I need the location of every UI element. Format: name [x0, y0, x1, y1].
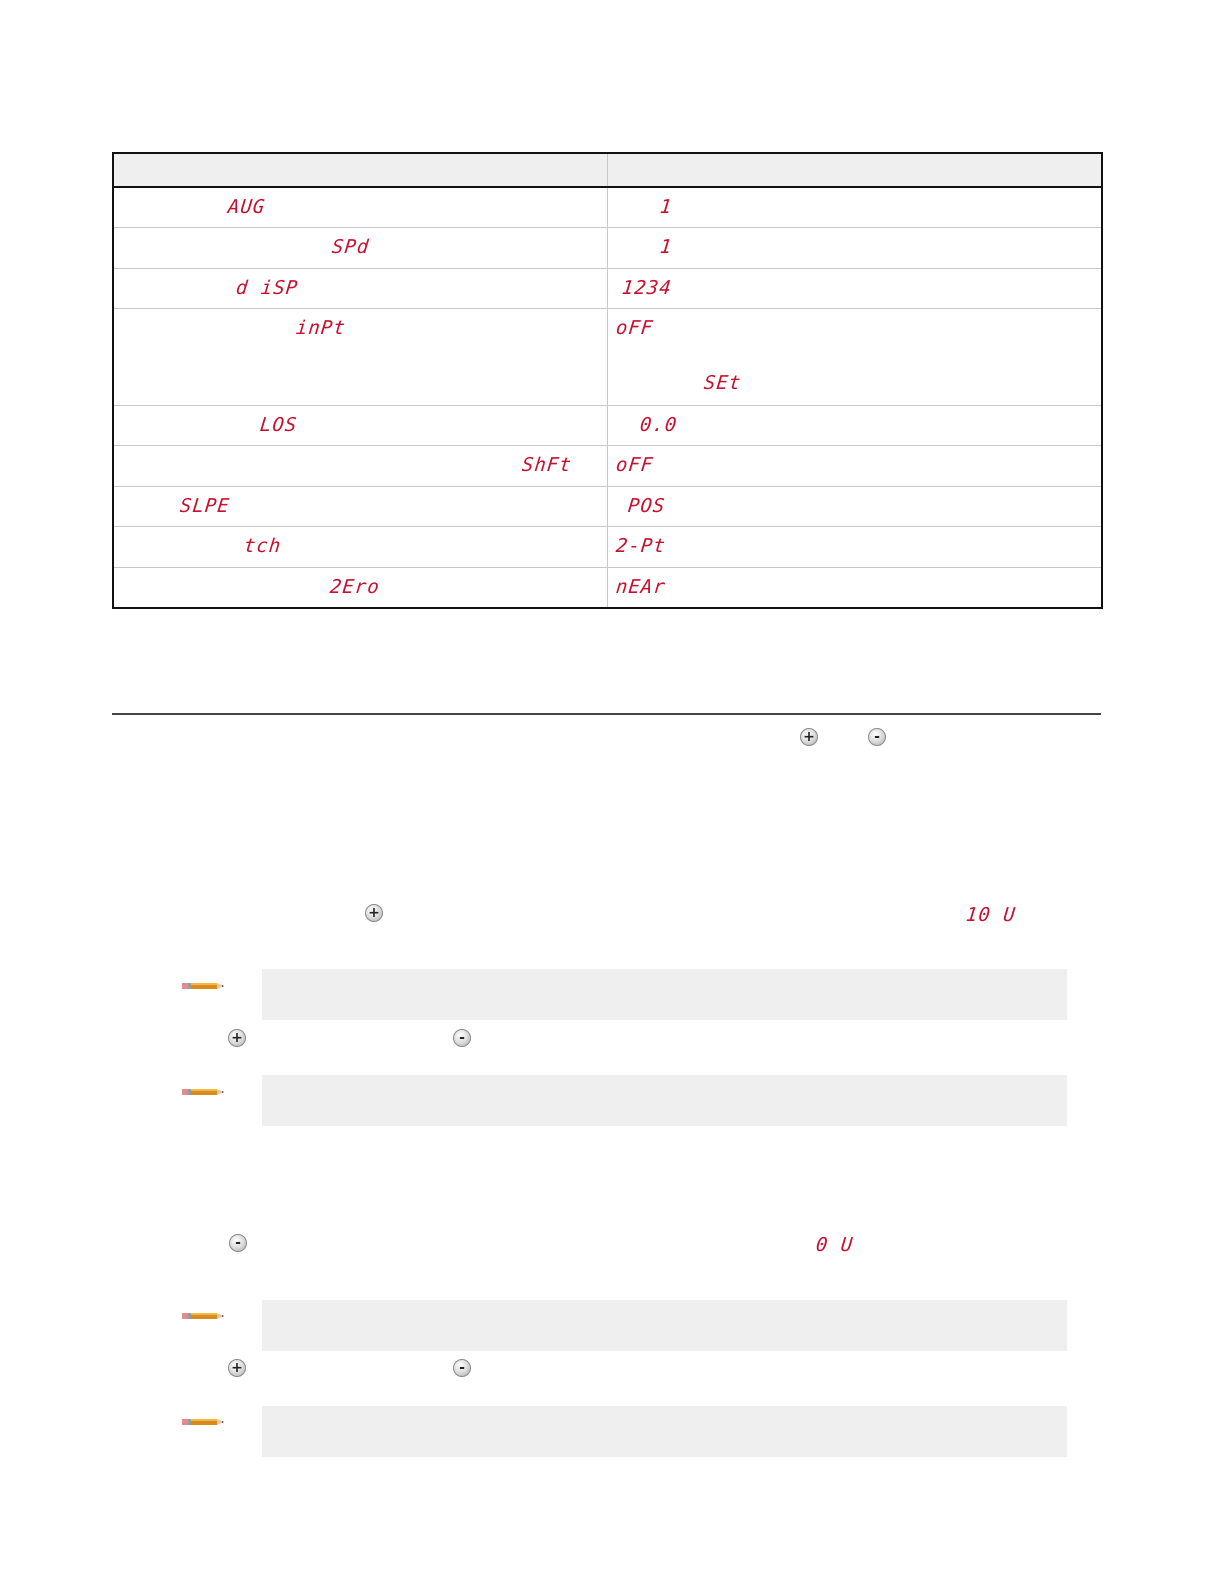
minus-button-icon: - — [453, 1029, 471, 1047]
table-row — [113, 268, 1102, 309]
display-code-inpt: inPt — [294, 317, 347, 340]
pencil-icon — [182, 1310, 226, 1322]
table-row — [113, 527, 1102, 568]
note-box — [262, 1300, 1067, 1351]
display-value-inpt: oFF — [614, 317, 655, 340]
table-row — [113, 187, 1102, 228]
table-row — [113, 486, 1102, 527]
pencil-icon — [182, 1086, 226, 1098]
display-code-avg: AUG — [226, 196, 267, 218]
table-header-parameter — [113, 153, 607, 187]
display-value-shft: oFF — [614, 454, 655, 477]
display-code-tch: tch — [242, 535, 283, 558]
plus-button-icon: + — [800, 728, 818, 746]
plus-button-icon: + — [228, 1359, 246, 1377]
display-code-shft: ShFt — [520, 454, 573, 477]
plus-button-icon: + — [365, 904, 383, 922]
minus-button-icon: - — [868, 728, 886, 746]
display-10v: 10 U — [964, 904, 1017, 926]
note-box — [262, 1075, 1067, 1126]
plus-button-icon: + — [228, 1029, 246, 1047]
display-value-set: SEt — [702, 372, 743, 395]
note-box — [262, 1406, 1067, 1457]
display-code-spd: SPd — [330, 236, 371, 259]
display-code-los: LOS — [258, 413, 299, 436]
table-row — [113, 405, 1102, 446]
display-code-zero: 2Ero — [328, 575, 381, 598]
minus-button-icon: - — [229, 1234, 247, 1252]
note-box — [262, 969, 1067, 1020]
section-divider — [112, 713, 1101, 715]
pencil-icon — [182, 980, 226, 992]
display-code-disp: d iSP — [234, 276, 300, 299]
display-value-disp: 1234 — [620, 276, 673, 299]
pencil-icon — [182, 1416, 226, 1428]
table-row — [113, 446, 1102, 487]
table-row — [113, 567, 1102, 608]
table-row — [113, 309, 1102, 405]
parameter-table — [112, 152, 1103, 609]
table-row — [113, 228, 1102, 269]
display-code-slpe: SLPE — [178, 494, 231, 517]
table-header-default — [607, 153, 1102, 187]
display-value-los: 0.0 — [638, 413, 679, 436]
display-value-tch: 2-Pt — [614, 535, 667, 558]
display-value-spd: 1 — [658, 236, 674, 259]
display-value-avg: 1 — [658, 196, 674, 218]
display-value-slpe: POS — [626, 494, 667, 517]
display-0v: 0 U — [814, 1234, 855, 1256]
display-value-zero: nEAr — [614, 575, 667, 598]
minus-button-icon: - — [453, 1359, 471, 1377]
